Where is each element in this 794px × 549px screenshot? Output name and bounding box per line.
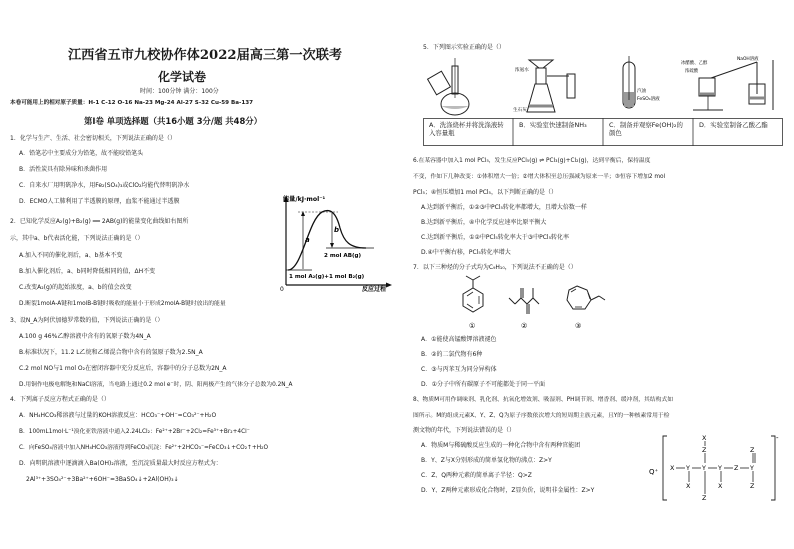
structure-3 <box>567 286 605 309</box>
atom-z3: Z <box>750 446 755 454</box>
q3-option-b: B.标准状况下，11.2 L乙烷和乙烯混合物中含有的氢原子数为2.5N_A <box>19 349 203 356</box>
question-6-stem: 6.在某容器中加入1 mol PCl₅，发生反应PCl₅(g) ⇌ PCl₃(g)+Cl₂(g)，达到平衡后，保持温度 <box>413 158 651 164</box>
q6-option-a: A.达到新平衡后，①②③中PCl₅转化率都增大，且增大倍数一样 <box>421 204 587 211</box>
right-bracket <box>771 436 775 500</box>
q7-option-b: B．②的二氯代物有6种 <box>421 351 483 358</box>
atom-x1: X <box>670 464 675 472</box>
q5-option-b: B．实验室快速制备NH₃ <box>519 121 587 129</box>
atom-x4: X <box>718 482 723 490</box>
atom-y1: Y <box>686 464 690 472</box>
q1-option-d: D．ECMO人工肺利用了半透膜的原理，血浆不能通过半透膜 <box>19 198 180 205</box>
atom-z1: Z <box>734 464 739 472</box>
q2-option-d: D.断裂1molA-A键和1molB-B键时吸收的能量小于形成2molA-B键时放出的能量 <box>19 301 226 307</box>
q1-option-b: B．活性炭具有除异味和杀菌作用 <box>19 166 108 173</box>
label-structure-2: ② <box>521 322 528 330</box>
m-charge: - <box>776 434 779 442</box>
atom-y3: Y <box>718 464 722 472</box>
energy-origin: 0 <box>280 286 284 292</box>
q4-option-b: B．100mL1mol·L⁻¹溴化亚铁溶液中通入2.24LCl₂：Fe²⁺+2Br⁻+2Cl₂=Fe³⁺+Br₂+4Cl⁻ <box>19 429 250 435</box>
tag-gasoline: 汽油 <box>637 89 647 94</box>
q7-option-d: D．①分子中所有碳原子不可能都处于同一平面 <box>421 381 545 388</box>
subject-title: 化学试卷 <box>158 70 207 84</box>
atom-y4: Y <box>750 464 754 472</box>
atom-z5: Z <box>702 494 707 502</box>
structure-2 <box>509 288 539 314</box>
q4-option-c: C．向FeSO₄溶液中加入NH₄HCO₃溶液得到FeCO₃沉淀：Fe²⁺+2HCO₃⁻=FeCO₃↓+CO₂↑+H₂O <box>19 445 269 451</box>
question-5-stem: 5．下列图示实验正确的是（） <box>423 44 505 51</box>
q2-option-c: C.改变A₂(g)的起始浓度，a、b的值会改变 <box>19 284 132 291</box>
q8-option-a: A．物质M与稀硫酸反应生成的一种化合物中含有两种官能团 <box>421 442 581 449</box>
energy-curve <box>288 211 366 270</box>
tag-feso4: FeSO₄溶液 <box>637 97 660 102</box>
apparatus-d <box>681 55 773 110</box>
q4-option-d-equation: 2Al³⁺+3SO₄²⁻+3Ba²⁺+6OH⁻=3BaSO₄↓+2Al(OH)₃↓ <box>26 476 179 483</box>
label-structure-1: ① <box>469 322 476 330</box>
apparatus-c <box>623 56 660 108</box>
apparatus-b <box>513 60 575 113</box>
q8-option-d: D．Y、Z两种元素形成化合物时，Z显负价，说明非金属性：Z>Y <box>421 487 595 494</box>
energy-y-label: 能量/kJ·mol⁻¹ <box>283 196 326 203</box>
energy-x-label: 反应过程 <box>362 286 387 292</box>
atom-x2: X <box>702 434 707 442</box>
question-6-stem-2: 不变，作如下几种改变：①体积增大一倍；②增大体积至总压强减为原来一半；③恒容下增加2 mol <box>413 174 666 180</box>
q6-option-c: C.达到新平衡后，①②中PCl₅转化率大于③中PCl₅转化率 <box>421 234 569 241</box>
question-1-stem: 1．化学与生产、生活、社会密切相关，下列说法正确的是（） <box>10 135 176 142</box>
q5-option-d: D．实验室制备乙酸乙酯 <box>699 121 768 129</box>
tag-conc-sulfuric: 浓硫酸 <box>685 69 699 74</box>
question-4-stem: 4．下列离子反应方程式正确的是（） <box>10 396 110 403</box>
atom-y2: Y <box>702 464 706 472</box>
q5-option-c: C．制备并观察Fe(OH)₂的颜色 <box>609 121 683 137</box>
tag-naoh: NaOH溶液 <box>737 57 759 62</box>
question-8-stem-3: 测文物的年代，下列说法错误的是（） <box>413 427 516 434</box>
q3-option-c: C.2 mol NO与1 mol O₂在密闭容器中充分反应后，容器中的分子总数为2N_A <box>19 365 227 372</box>
label-structure-3: ③ <box>575 322 582 330</box>
q8-option-b: B．Y、Z与X分别形成的简单氢化物的沸点：Z>Y <box>421 457 552 464</box>
tag-conc-ammonia: 浓氨水 <box>515 68 529 73</box>
label-b: b <box>334 226 340 234</box>
exam-title: 江西省五市九校协作体2022届高三第一次联考 <box>68 48 343 63</box>
question-2-stem-cont: 示，其中a、b代表活化能，下列说法正确的是（） <box>10 235 144 242</box>
x-axis-arrow <box>386 283 392 288</box>
product-label: 2 mol AB(g) <box>324 253 362 259</box>
q2-option-b: B.加入催化剂后，a、b同时降低相同的值，ΔH不变 <box>19 268 156 275</box>
q4-option-a: A．NH₄HCO₃稀溶液与过量的KOH溶液反应：HCO₃⁻+OH⁻=CO₃²⁻+H₂O <box>19 412 217 419</box>
q1-option-c: C．自来水厂用明矾净水，用Fe₂(SO₄)₃或ClO₂均能代替明矾净水 <box>19 182 190 189</box>
q6-option-b: B.达到新平衡后，④中化学反应速率比原平衡大 <box>421 219 547 226</box>
reactant-label: 1 mol A₂(g)+1 mol B₂(g) <box>289 274 365 280</box>
question-7-stem: 7．以下三种烃的分子式均为C₉H₁₀，下列说法不正确的是（） <box>413 264 577 271</box>
m-cation: Q⁺ <box>649 468 659 476</box>
arrow-b-head <box>330 243 334 248</box>
label-a: a <box>305 236 310 244</box>
question-6-stem-3: PCl₅；④恒压增加1 mol PCl₅，以下判断正确的是（） <box>413 189 557 196</box>
q7-option-c: C．③与丙苯互为同分异构体 <box>421 366 497 373</box>
energy-diagram <box>270 190 395 292</box>
part1-heading: 第Ⅰ卷 单项选择题（共16小题 3分/题 共48分） <box>84 116 263 126</box>
tag-acetic-ethanol: 冰醋酸、乙醇 <box>681 61 708 66</box>
atomic-mass-line: 本卷可能用上的相对原子质量：H-1 C-12 O-16 Na-23 Mg-24 Al-27 S-32 Cu-59 Ba-137 <box>10 100 254 106</box>
structure-1 <box>463 276 483 312</box>
question-8-stem: 8、物质M可用作调味剂、乳化剂、抗氧化增效剂、吸湿剂、PH调节剂、增香剂、缓冲剂，其结构式如 <box>413 397 674 403</box>
atom-x3: X <box>686 482 691 490</box>
q7-structures <box>447 274 607 332</box>
q1-option-a: A．铅笔芯中主要成分为铅笔，故不能咬铅笔头 <box>19 150 144 157</box>
q5-option-a: A．洗涤烧杯并将洗涤液转入容量瓶 <box>429 121 504 137</box>
q7-option-a: A．①能使高锰酸钾溶液褪色 <box>421 336 497 343</box>
tag-quicklime: 生石灰 <box>513 108 527 113</box>
atom-z2: Z <box>702 446 707 454</box>
q3-option-d: D.用铜作电极电解饱和NaCl溶液，当电路上通过0.2 mol e⁻时，阴、阳两极产生的气体分子总数为0.2N_A <box>19 382 293 388</box>
q4-option-d: D．向明矾溶液中逐滴滴入Ba(OH)₂溶液，至沉淀质量最大时反应方程式为： <box>19 460 222 467</box>
q2-option-a: A.加入不同的催化剂后，a、b基本不变 <box>19 252 123 259</box>
q5-apparatus <box>423 54 783 118</box>
q3-option-a: A.100 g 46%乙醇溶液中含有的氧原子数为4N_A <box>19 333 151 340</box>
time-score: 时间：100分钟 满分：100分 <box>140 88 219 95</box>
apparatus-a <box>428 58 469 115</box>
left-bracket <box>663 436 667 500</box>
q6-option-d: D.④中平衡右移，PCl₅转化率增大 <box>421 249 511 256</box>
m-structure <box>649 430 789 506</box>
question-8-stem-2: 图所示。M的组成元素X、Y、Z、Q为原子序数依次增大的短周期主族元素，且Y的一种核素常用于检 <box>413 413 670 419</box>
question-3-stem: 3、设N_A为阿伏加德罗常数的值，下列说法正确的是（） <box>10 317 164 324</box>
atom-z4: Z <box>750 482 755 490</box>
question-2-stem: 2．已知化学反应A₂(g)+B₂(g) ══ 2AB(g)的能量变化曲线如右图所 <box>10 218 189 225</box>
q8-option-c: C．Z、Q两种元素的简单离子半径：Q>Z <box>421 472 532 479</box>
